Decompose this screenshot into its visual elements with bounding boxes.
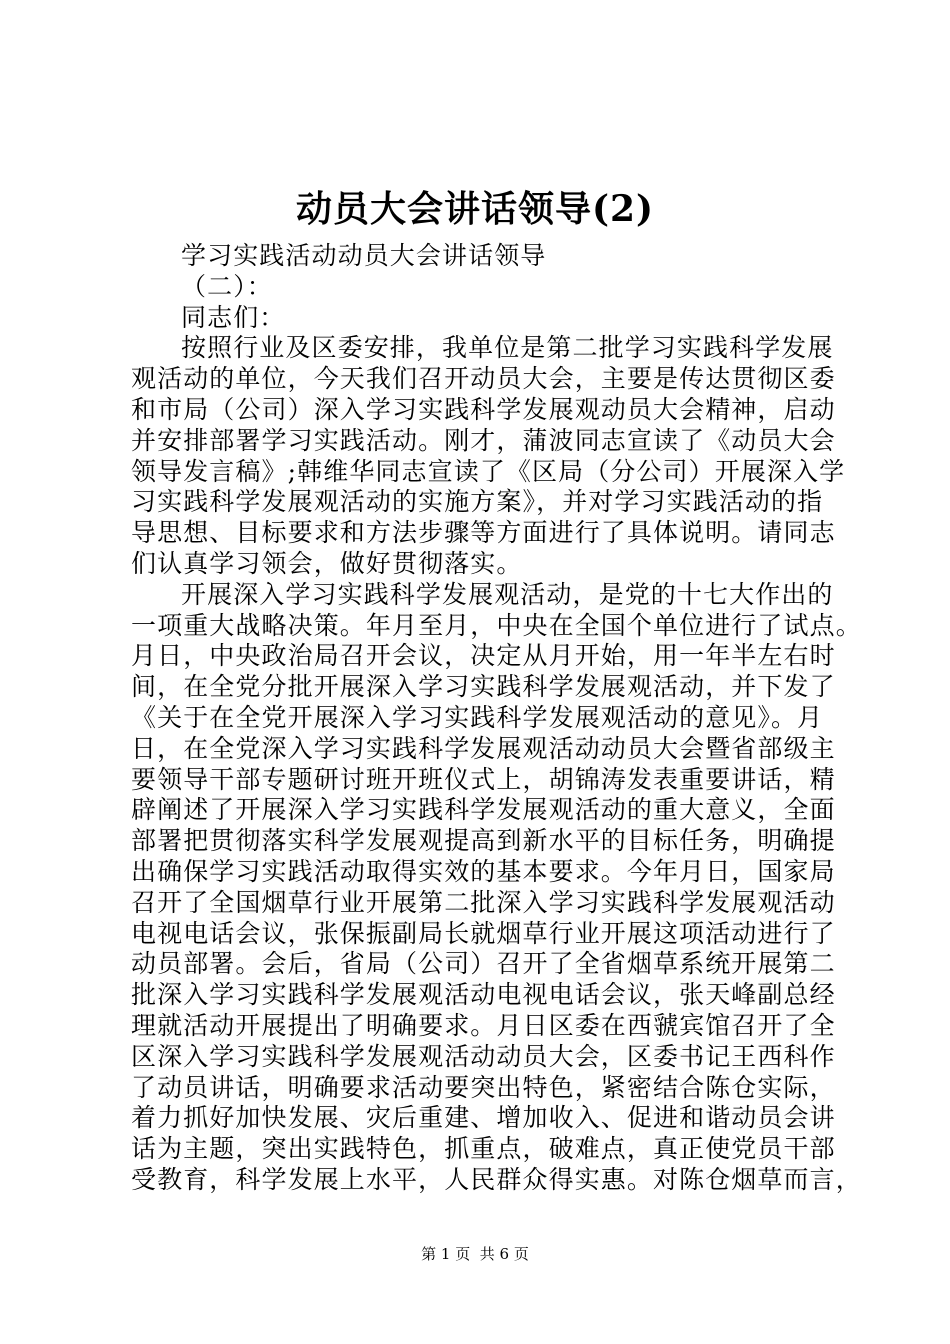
body-line: 电视电话会议，张保振副局长就烟草行业开展这项活动进行了 — [131, 918, 836, 948]
body-line: 一项重大战略决策。年月至月，中央在全国个单位进行了试点。 — [131, 610, 862, 640]
body-line: 理就活动开展提出了明确要求。月日区委在西虢宾馆召开了全 — [131, 1011, 836, 1040]
body-line: 受教育，科学发展上水平，人民群众得实惠。对陈仓烟草而言， — [131, 1165, 862, 1194]
body-line: 开展深入学习实践科学发展观活动，是党的十七大作出的 — [181, 579, 834, 609]
body-line: 和市局（公司）深入学习实践科学发展观动员大会精神，启动 — [131, 395, 836, 424]
body-line: 学习实践活动动员大会讲话领导 — [181, 241, 547, 270]
body-line: 导思想、目标要求和方法步骤等方面进行了具体说明。请同志 — [131, 518, 836, 548]
body-line: 辟阐述了开展深入学习实践科学发展观活动的重大意义，全面 — [131, 795, 836, 825]
body-line: 间，在全党分批开展深入学习实践科学发展观活动，并下发了 — [131, 672, 836, 702]
body-line: 并安排部署学习实践活动。刚才，蒲波同志宣读了《动员大会 — [131, 425, 836, 455]
body-line: 了动员讲话，明确要求活动要突出特色，紧密结合陈仓实际， — [131, 1072, 836, 1102]
document-title: 动员大会讲话领导(2) — [295, 188, 655, 230]
body-line: 《关于在全党开展深入学习实践科学发展观活动的意见》。月 — [131, 703, 824, 732]
body-line: 部署把贯彻落实科学发展观提高到新水平的目标任务，明确提 — [131, 826, 836, 856]
body-line: 话为主题，突出实践特色，抓重点，破难点，真正使党员干部 — [131, 1134, 836, 1164]
body-line: （二）： — [181, 271, 273, 301]
body-line: 习实践科学发展观活动的实施方案》，并对学习实践活动的指 — [131, 487, 824, 517]
body-line: 要领导干部专题研讨班开班仪式上，胡锦涛发表重要讲话，精 — [131, 764, 836, 794]
body-line: 日，在全党深入学习实践科学发展观活动动员大会暨省部级主 — [131, 733, 836, 763]
body-line: 观活动的单位，今天我们召开动员大会，主要是传达贯彻区委 — [131, 364, 836, 394]
body-line: 动员部署。会后，省局（公司）召开了全省烟草系统开展第二 — [131, 949, 836, 979]
body-line: 同志们： — [181, 302, 286, 332]
body-line: 召开了全国烟草行业开展第二批深入学习实践科学发展观活动 — [131, 887, 836, 917]
body-line: 们认真学习领会，做好贯彻落实。 — [131, 549, 523, 578]
body-line: 按照行业及区委安排，我单位是第二批学习实践科学发展 — [181, 333, 834, 363]
body-line: 批深入学习实践科学发展观活动电视电话会议，张天峰副总经 — [131, 980, 836, 1010]
body-line: 着力抓好加快发展、灾后重建、增加收入、促进和谐动员会讲 — [131, 1103, 836, 1133]
body-line: 区深入学习实践科学发展观活动动员大会，区委书记王西科作 — [131, 1041, 836, 1071]
body-line: 出确保学习实践活动取得实效的基本要求。今年月日，国家局 — [131, 857, 836, 886]
body-line: 领导发言稿》;韩维华同志宣读了《区局（分公司）开展深入学 — [131, 456, 846, 486]
page-footer: 第 1 页 共 6 页 — [421, 1245, 529, 1263]
body-line: 月日，中央政治局召开会议，决定从月开始，用一年半左右时 — [131, 641, 836, 671]
